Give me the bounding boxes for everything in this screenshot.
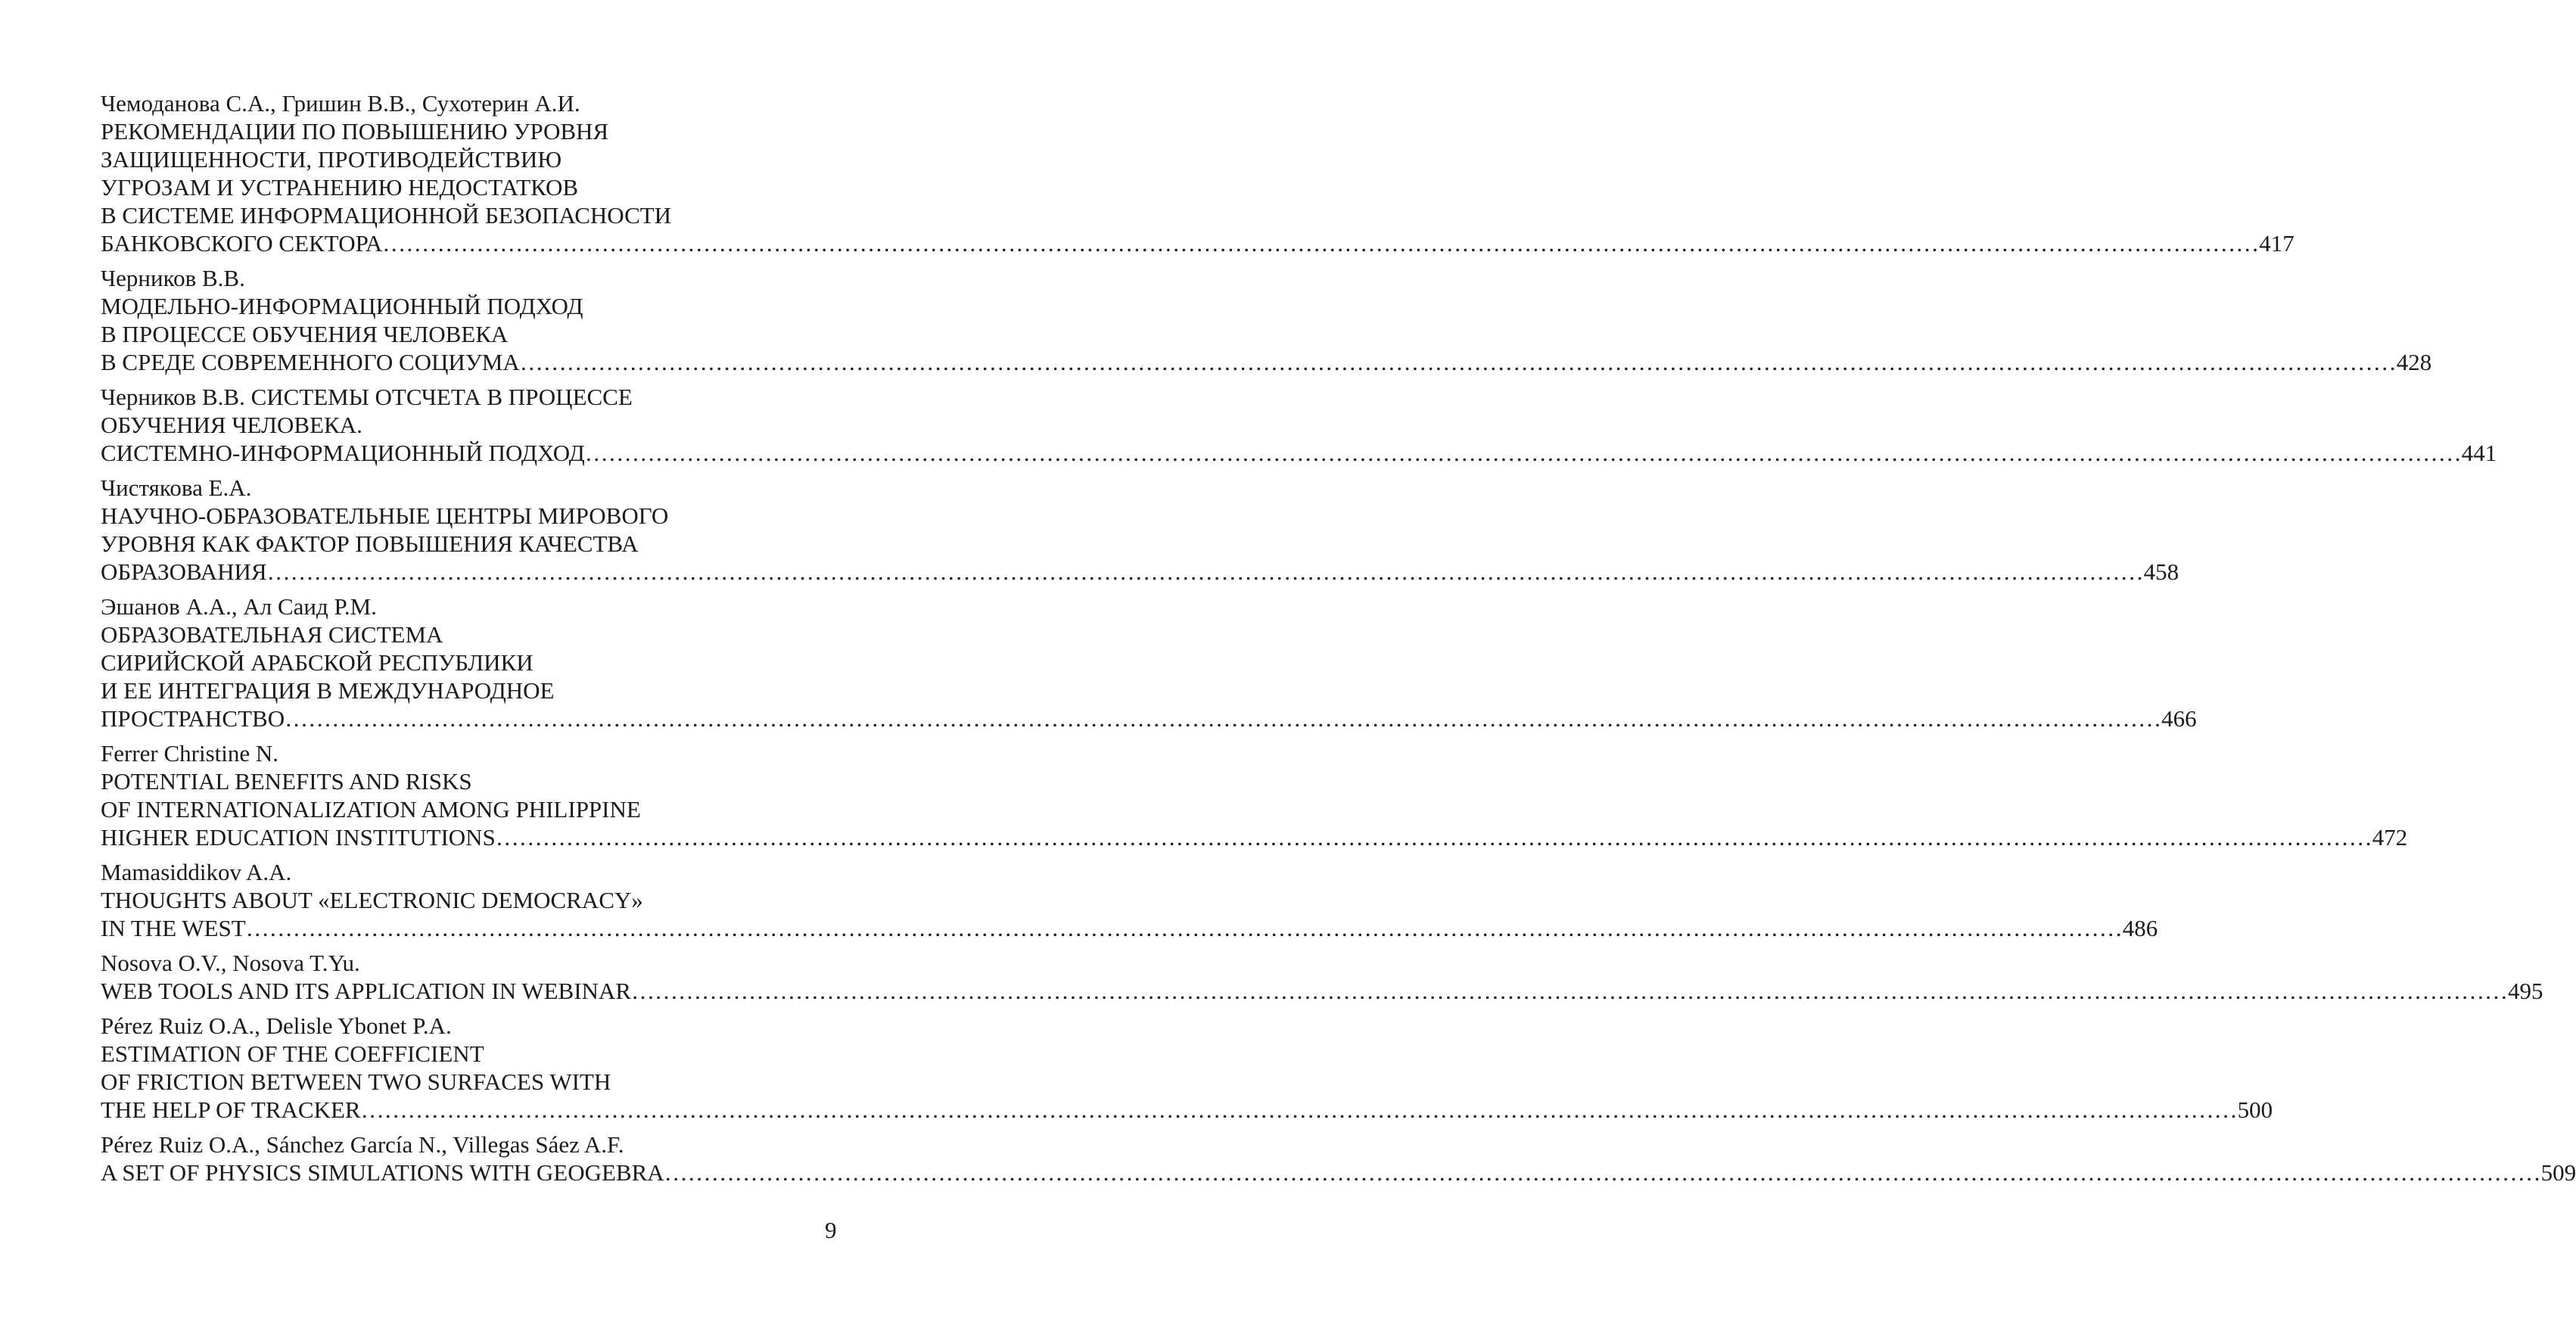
toc-entry-heading-line: Чемоданова С.А., Гришин В.В., Сухотерин А.И. [101,90,580,117]
toc-page-number: 458 [2143,558,2179,585]
toc-entry-title-line: ОБРАЗОВАТЕЛЬНАЯ СИСТЕМА [101,621,443,648]
toc-entry-title-line: ЗАЩИЩЕННОСТИ, ПРОТИВОДЕЙСТВИЮ [101,146,562,173]
toc-page-number: 500 [2237,1096,2273,1123]
toc-entry-title-line: ПРОСТРАНСТВО [101,705,285,732]
toc-page-number: 495 [2507,978,2543,1004]
toc-entry-heading-line: Pérez Ruiz O.A., Sánchez García N., Villegas Sáez A.F. [101,1131,624,1158]
table-of-contents [101,89,2576,1193]
toc-entry-title-line: A SET OF PHYSICS SIMULATIONS WITH GEOGEBRA [101,1159,664,1186]
toc-entry-title-line: УГРОЗАМ И УСТРАНЕНИЮ НЕДОСТАТКОВ [101,174,579,201]
toc-entry-last-line [101,229,2294,257]
toc-page-number: 466 [2161,705,2197,732]
toc-page-number: 417 [2259,230,2294,257]
toc-entry-title-line: POTENTIAL BENEFITS AND RISKS [101,768,472,795]
toc-page-number: 472 [2372,824,2408,851]
dot-leader: …………………………………………………………………………………………………………………………………………………………………………………………………………………… [360,1096,2238,1123]
dot-leader: …………………………………………………………………………………………………………………………………………………………………………………………………………………… [519,349,2397,375]
toc-entry [101,949,2543,1005]
toc-entry [101,89,2294,257]
dot-leader: …………………………………………………………………………………………………………………………………………………………………………………………………………………… [664,1159,2541,1186]
toc-entry-last-line [101,823,2408,851]
toc-entry [101,383,2497,467]
toc-entry-last-line [101,1096,2273,1124]
toc-page-number: 428 [2396,349,2432,375]
toc-entry [101,474,2179,586]
toc-page-number: 509 [2540,1159,2576,1186]
toc-entry-title-line: ОБРАЗОВАНИЯ [101,558,267,585]
toc-entry-title-line: ESTIMATION OF THE COEFFICIENT [101,1040,484,1067]
toc-entry-title-line: СИСТЕМНО-ИНФОРМАЦИОННЫЙ ПОДХОД [101,440,585,466]
toc-entry-heading-line: Эшанов А.А., Ал Саид Р.М. [101,593,377,620]
dot-leader: …………………………………………………………………………………………………………………………………………………………………………………………………………………… [285,705,2162,732]
toc-entry-title-line: В ПРОЦЕССЕ ОБУЧЕНИЯ ЧЕЛОВЕКА [101,321,509,347]
toc-entry-title-line: В СИСТЕМЕ ИНФОРМАЦИОННОЙ БЕЗОПАСНОСТИ [101,202,672,229]
toc-page-number: 486 [2122,915,2158,941]
toc-entry-last-line [101,1159,2576,1186]
toc-entry-title-line: БАНКОВСКОГО СЕКТОРА [101,230,383,257]
toc-entry-last-line [101,914,2158,942]
toc-entry-title-line: МОДЕЛЬНО-ИНФОРМАЦИОННЫЙ ПОДХОД [101,293,583,319]
toc-entry [101,1131,2576,1186]
toc-entry-last-line [101,704,2197,732]
toc-entry-title-line: IN THE WEST [101,915,246,941]
toc-entry-heading-line: Чистякова Е.А. [101,474,252,501]
toc-entry-title-line: В СРЕДЕ СОВРЕМЕННОГО СОЦИУМА [101,349,520,375]
dot-leader: …………………………………………………………………………………………………………………………………………………………………………………………………………………… [382,230,2260,257]
toc-entry-heading-line: Черников В.В. [101,265,245,291]
toc-entry-heading-line: Черников В.В. СИСТЕМЫ ОТСЧЕТА В ПРОЦЕССЕ [101,384,633,410]
toc-entry-last-line [101,977,2543,1005]
dot-leader: …………………………………………………………………………………………………………………………………………………………………………………………………………………… [495,824,2372,851]
toc-entry [101,264,2432,376]
toc-entry-heading-line: Nosova O.V., Nosova T.Yu. [101,950,360,976]
toc-entry-title-line: THE HELP OF TRACKER [101,1096,361,1123]
toc-entry-title-line: HIGHER EDUCATION INSTITUTIONS [101,824,496,851]
toc-entry-heading-line: Ferrer Christine N. [101,740,279,767]
toc-entry [101,739,2408,851]
dot-leader: …………………………………………………………………………………………………………………………………………………………………………………………………………………… [584,440,2462,466]
toc-entry-title-line: ОБУЧЕНИЯ ЧЕЛОВЕКА. [101,412,362,438]
page-number: 9 [825,1217,837,1243]
toc-entry [101,1012,2273,1124]
toc-entry-title-line: OF INTERNATIONALIZATION AMONG PHILIPPINE [101,796,641,823]
toc-page-number: 441 [2461,440,2497,466]
dot-leader: …………………………………………………………………………………………………………………………………………………………………………………………………………………… [266,558,2144,585]
toc-entry-title-line: WEB TOOLS AND ITS APPLICATION IN WEBINAR [101,978,631,1004]
toc-entry [101,592,2197,732]
toc-entry-title-line: THOUGHTS ABOUT «ELECTRONIC DEMOCRACY» [101,887,643,913]
toc-entry [101,858,2158,942]
toc-entry-title-line: OF FRICTION BETWEEN TWO SURFACES WITH [101,1068,611,1095]
toc-entry-title-line: РЕКОМЕНДАЦИИ ПО ПОВЫШЕНИЮ УРОВНЯ [101,118,609,145]
toc-entry-title-line: НАУЧНО-ОБРАЗОВАТЕЛЬНЫЕ ЦЕНТРЫ МИРОВОГО [101,502,669,529]
dot-leader: …………………………………………………………………………………………………………………………………………………………………………………………………………………… [245,915,2123,941]
toc-entry-heading-line: Mamasiddikov A.A. [101,859,292,885]
toc-entry-title-line: И ЕЕ ИНТЕГРАЦИЯ В МЕЖДУНАРОДНОЕ [101,677,555,704]
toc-entry-title-line: УРОВНЯ КАК ФАКТОР ПОВЫШЕНИЯ КАЧЕСТВА [101,530,639,557]
dot-leader: …………………………………………………………………………………………………………………………………………………………………………………………………………………… [630,978,2508,1004]
toc-entry-last-line [101,439,2497,467]
toc-entry-heading-line: Pérez Ruiz O.A., Delisle Ybonet P.A. [101,1012,452,1039]
toc-entry-title-line: СИРИЙСКОЙ АРАБСКОЙ РЕСПУБЛИКИ [101,649,534,676]
toc-entry-last-line [101,558,2179,586]
toc-entry-last-line [101,348,2432,376]
